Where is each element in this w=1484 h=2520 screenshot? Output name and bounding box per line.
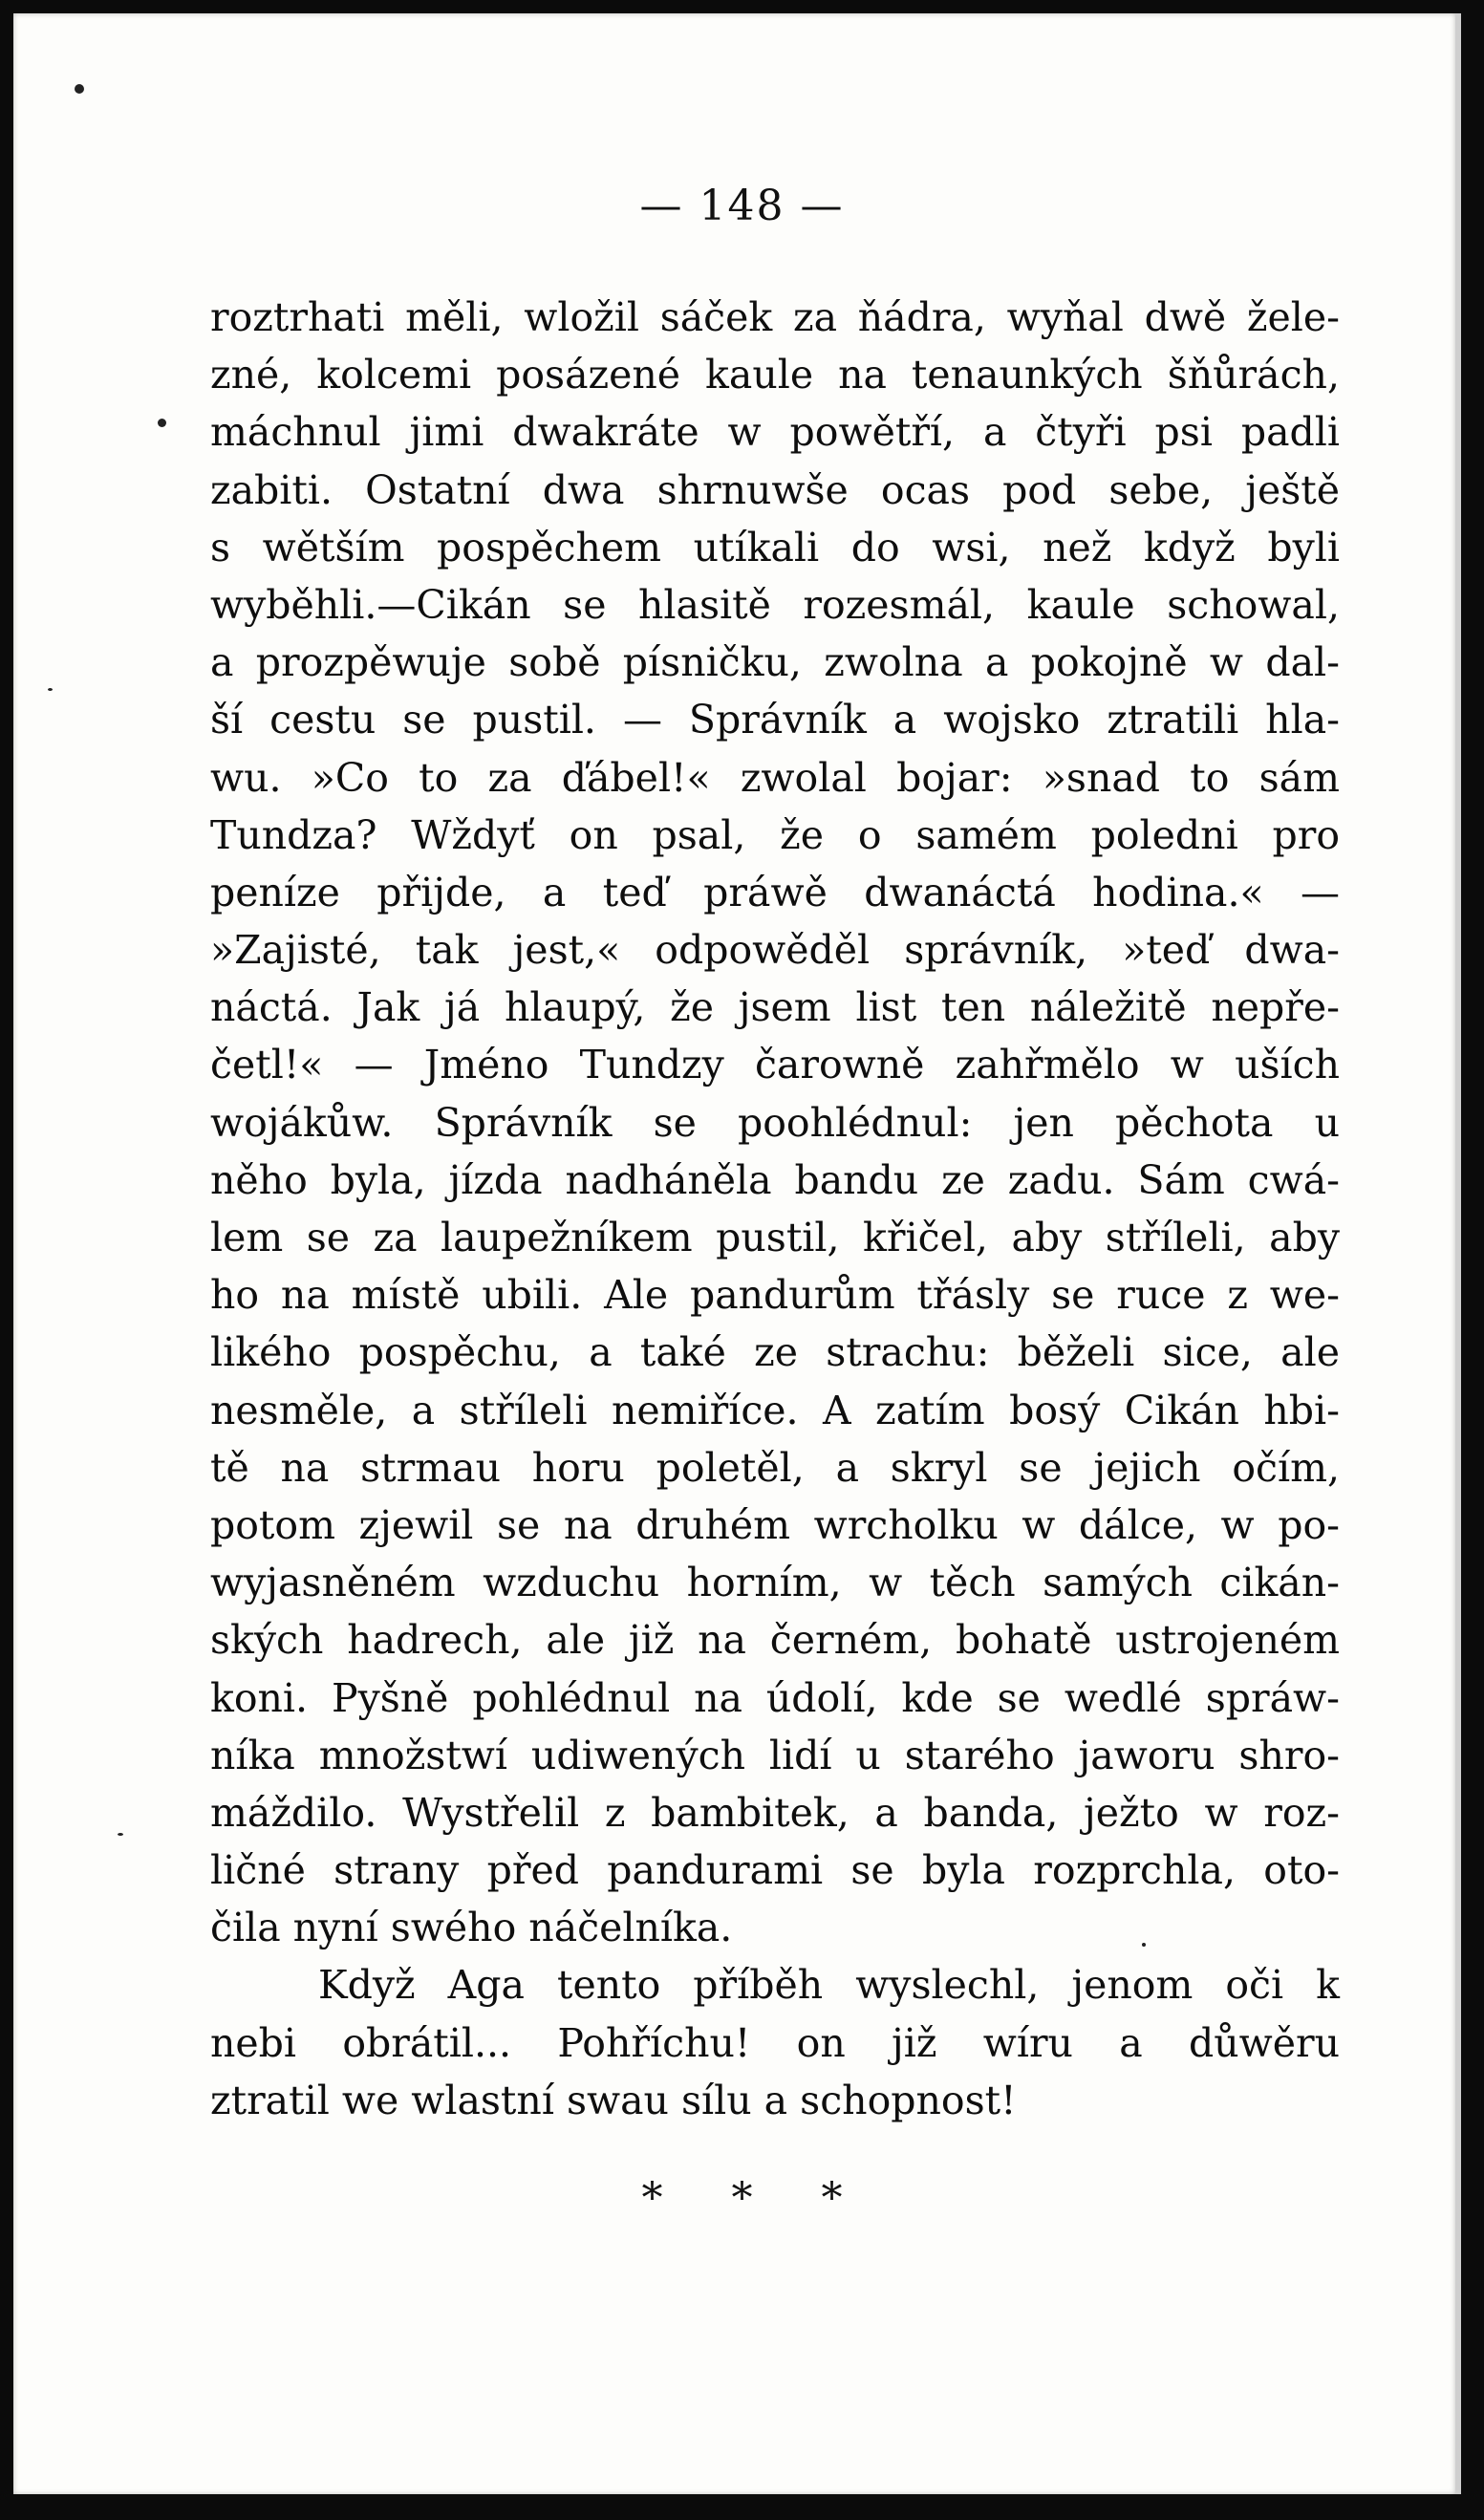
- text-line: tě na strmau horu poletěl, a skryl se jejich očím,: [210, 1444, 1340, 1491]
- section-separator: * * *: [641, 2174, 843, 2223]
- text-line: nebi obrátil... Pohříchu! on již wíru a důwěru: [210, 2019, 1340, 2066]
- text-line: a prozpěwuje sobě písničku, zwolna a pokojně w dal-: [210, 639, 1340, 686]
- text-line: četl!« — Jméno Tundzy čarowně zahřmělo w uších: [210, 1042, 1340, 1088]
- text-line: wu. »Co to za ďábel!« zwolal bojar: »snad to sám: [210, 754, 1340, 801]
- body-text: [210, 289, 1340, 2129]
- text-line: zabiti. Ostatní dwa shrnuwše ocas pod sebe, ještě: [210, 466, 1340, 513]
- text-line: máchnul jimi dwakráte w powětří, a čtyři psi padli: [210, 409, 1340, 456]
- text-line: potom zjewil se na druhém wrcholku w dálce, w po-: [210, 1501, 1340, 1548]
- text-line: lem se za laupežníkem pustil, křičel, aby stříleli, aby: [210, 1215, 1340, 1260]
- text-line: zné, kolcemi posázené kaule na tenaunkých šňůrách,: [210, 352, 1340, 398]
- text-line: ztratil we wlastní swau sílu a schopnost!: [210, 2077, 1017, 2123]
- page-number: — 148 —: [639, 182, 845, 230]
- text-line: máždilo. Wystřelil z bambitek, a banda, ježto w roz-: [210, 1789, 1340, 1836]
- ink-speck: [158, 419, 166, 427]
- text-line: něho byla, jízda nadháněla bandu ze zadu. Sám cwá-: [210, 1156, 1340, 1203]
- text-line: ší cestu se pustil. — Správník a wojsko ztratili hla-: [210, 697, 1340, 743]
- ink-speck: [48, 688, 53, 691]
- text-line: wyběhli.—Cikán se hlasitě rozesmál, kaule schowal,: [210, 581, 1340, 628]
- paragraph: [210, 289, 1340, 1956]
- text-line: ličné strany před pandurami se byla rozprchla, oto-: [210, 1847, 1340, 1894]
- text-line: roztrhati měli, wložil sáček za ňádra, wyňal dwě žele-: [210, 294, 1340, 340]
- text-line: »Zajisté, tak jest,« odpowěděl správník, »teď dwa-: [210, 927, 1340, 974]
- ink-speck: [75, 84, 84, 94]
- paragraph: [210, 1956, 1340, 2129]
- text-line: čila nyní swého náčelníka.: [210, 1905, 733, 1951]
- page-edge: [1455, 13, 1461, 2494]
- text-line: wyjasněném wzduchu horním, w těch samých cikán-: [210, 1560, 1340, 1606]
- text-line: níka množstwí udiwených lidí u starého jaworu shro-: [210, 1732, 1340, 1778]
- ink-speck: [118, 1833, 123, 1836]
- text-line: likého pospěchu, a také ze strachu: běželi sice, ale: [210, 1329, 1340, 1376]
- text-line: s wětším pospěchem utíkali do wsi, než když byli: [210, 524, 1340, 571]
- text-line: nesměle, a stříleli nemiříce. A zatím bosý Cikán hbi-: [210, 1387, 1340, 1433]
- text-line: Když Aga tento příběh wyslechl, jenom oči k: [318, 1962, 1340, 2009]
- text-line: ských hadrech, ale již na černém, bohatě ustrojeném: [210, 1617, 1340, 1664]
- text-line: Tundza? Wždyť on psal, že o samém poledni pro: [210, 811, 1340, 858]
- text-line: ho na místě ubili. Ale pandurům třásly se ruce z we-: [210, 1272, 1340, 1319]
- text-line: peníze přijde, a teď práwě dwanáctá hodina.« —: [210, 869, 1340, 915]
- text-line: náctá. Jak já hlaupý, že jsem list ten náležitě nepře-: [210, 984, 1340, 1031]
- text-line: wojákůw. Správník se poohlédnul: jen pěchota u: [210, 1099, 1340, 1146]
- text-line: koni. Pyšně pohlédnul na údolí, kde se wedlé spráw-: [210, 1674, 1340, 1721]
